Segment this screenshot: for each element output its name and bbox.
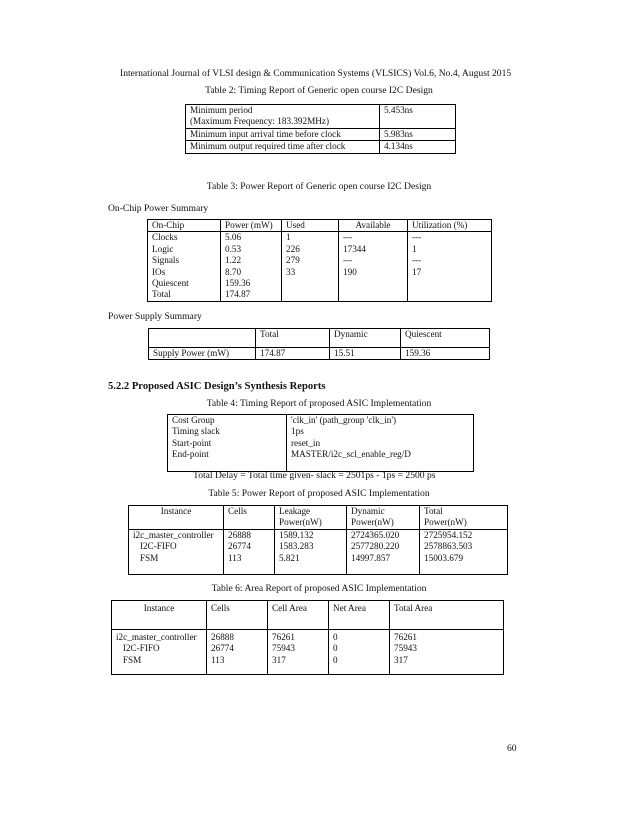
table-cell: 'clk_in' (path_group 'clk_in') 1ps reset_in MASTER/i2c_scl_enable_reg/D <box>287 415 474 472</box>
table-cell: i2c_master_controller I2C-FIFO FSM <box>129 529 224 574</box>
table-header-cell: Cells <box>224 506 275 530</box>
on-chip-power-table <box>147 219 492 302</box>
table-cell: 5.06 0.53 1.22 8.70 159.36 174.87 <box>221 232 282 301</box>
timing-table-asic <box>167 414 474 472</box>
area-table-asic <box>111 600 504 675</box>
table-header-cell: Net Area <box>329 601 390 630</box>
table3-caption: Table 3: Power Report of Generic open course I2C Design <box>206 181 432 192</box>
table-cell: 2725954.152 2578863.503 15003.679 <box>420 529 508 574</box>
power-supply-label: Power Supply Summary <box>108 311 202 322</box>
table-header-cell: Instance <box>112 601 207 630</box>
table-cell: 26888 26774 113 <box>224 529 275 574</box>
section-heading: 5.2.2 Proposed ASIC Design’s Synthesis Reports <box>108 381 326 392</box>
table-header-cell: Cells <box>207 601 268 630</box>
table-header-cell: Available <box>339 220 408 232</box>
table4-caption: Table 4: Timing Report of proposed ASIC Implementation <box>206 398 432 409</box>
table-cell: Minimum input arrival time before clock <box>186 128 380 140</box>
total-delay-equation: Total Delay = Total time given- slack = 2501ps - 1ps = 2500 ps <box>193 470 436 481</box>
table-cell: 5.983ns <box>380 128 456 140</box>
table-cell: --- 1 --- 17 <box>408 232 492 301</box>
table-cell: 76261 75943 317 <box>390 630 504 675</box>
table-header-cell: Quiescent <box>401 329 490 348</box>
table-cell: Supply Power (mW) <box>149 348 256 360</box>
table-cell: Minimum period (Maximum Frequency: 183.392MHz) <box>186 105 380 129</box>
table-cell: 76261 75943 317 <box>268 630 329 675</box>
table-cell: 4.134ns <box>380 141 456 153</box>
table2-caption: Table 2: Timing Report of Generic open course I2C Design <box>205 85 433 96</box>
table-cell: Clocks Logic Signals IOs Quiescent Total <box>148 232 221 301</box>
table-cell: 0 0 0 <box>329 630 390 675</box>
table-header-cell: Utilization (%) <box>408 220 492 232</box>
table-header-cell: On-Chip <box>148 220 221 232</box>
table-cell: Minimum output required time after clock <box>186 141 380 153</box>
table-cell: 1589.132 1583.283 5.821 <box>275 529 347 574</box>
power-supply-table <box>148 328 490 360</box>
table-cell: 2724365.020 2577280.220 14997.857 <box>347 529 420 574</box>
table-cell: 15.51 <box>330 348 401 360</box>
table-header-cell: Leakage Power(nW) <box>275 506 347 530</box>
table-cell: 174.87 <box>256 348 330 360</box>
table-cell: 5.453ns <box>380 105 456 129</box>
table-header-cell <box>149 329 256 348</box>
power-table-asic <box>128 505 508 575</box>
table-cell: 26888 26774 113 <box>207 630 268 675</box>
table5-caption: Table 5: Power Report of proposed ASIC Implementation <box>208 488 430 499</box>
table-header-cell: Instance <box>129 506 224 530</box>
table6-caption: Table 6: Area Report of proposed ASIC Implementation <box>211 583 427 594</box>
page-number: 60 <box>507 743 517 754</box>
table-cell: 159.36 <box>401 348 490 360</box>
table-cell: Cost Group Timing slack Start-point End-point <box>168 415 287 472</box>
table-cell: --- 17344 --- 190 <box>339 232 408 301</box>
table-header-cell: Total Power(nW) <box>420 506 508 530</box>
table-header-cell: Dynamic Power(nW) <box>347 506 420 530</box>
table-header-cell: Total <box>256 329 330 348</box>
table-header-cell: Power (mW) <box>221 220 282 232</box>
journal-header: International Journal of VLSI design & Communication Systems (VLSICS) Vol.6, No.4, August 2015 <box>120 68 512 79</box>
table-header-cell: Used <box>282 220 339 232</box>
on-chip-label: On-Chip Power Summary <box>108 203 209 214</box>
table-cell: 1 226 279 33 <box>282 232 339 301</box>
table-cell: i2c_master_controller I2C-FIFO FSM <box>112 630 207 675</box>
table-header-cell: Total Area <box>390 601 504 630</box>
table-header-cell: Dynamic <box>330 329 401 348</box>
timing-table-generic <box>185 104 456 154</box>
table-header-cell: Cell Area <box>268 601 329 630</box>
